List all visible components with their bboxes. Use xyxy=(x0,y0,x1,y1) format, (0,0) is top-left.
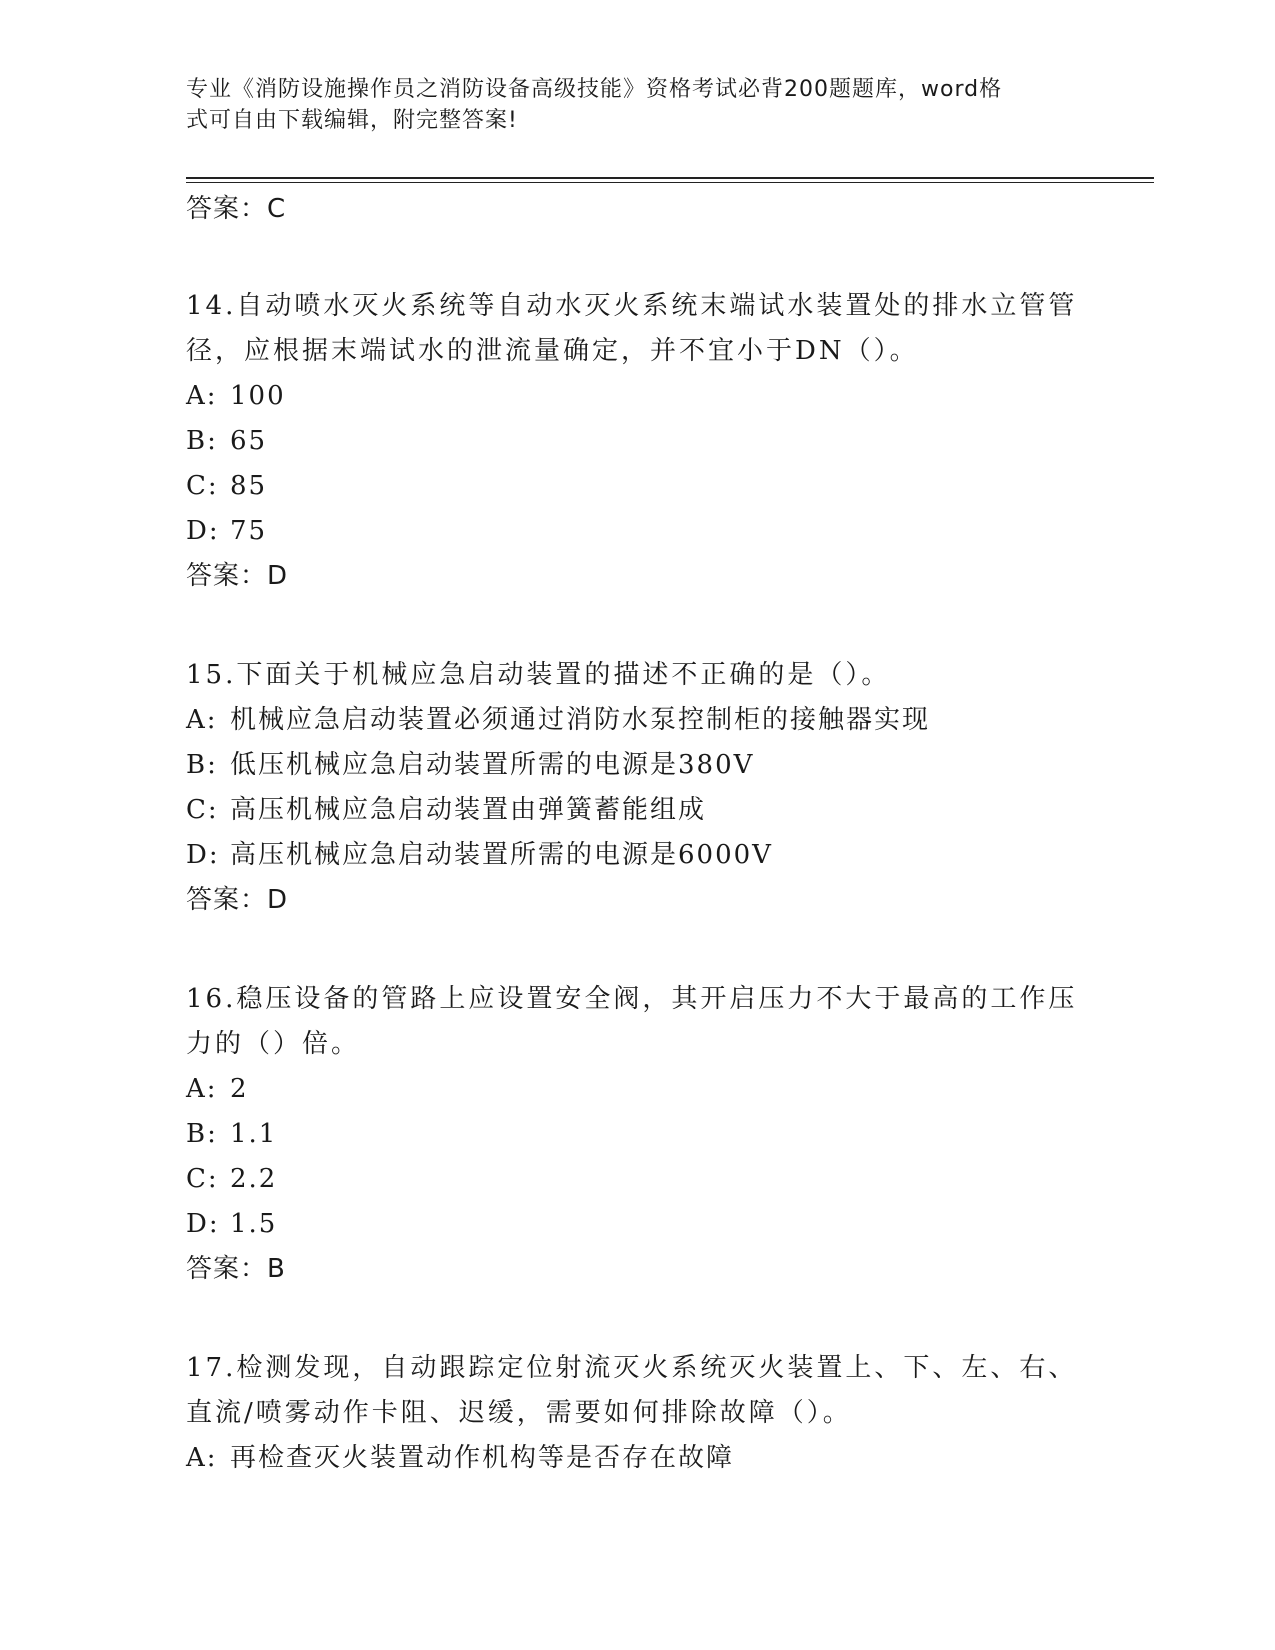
option-d xyxy=(186,833,1086,878)
option-text: 2.2 xyxy=(230,1164,278,1194)
option-c xyxy=(186,464,1086,509)
option-letter: D: xyxy=(186,1209,220,1239)
question-block xyxy=(186,977,1086,1292)
question-block xyxy=(186,284,1086,599)
header-divider-thick xyxy=(186,177,1154,179)
option-d xyxy=(186,509,1086,554)
option-a xyxy=(186,1436,1086,1481)
spacer xyxy=(186,1292,1086,1346)
option-text: 再检查灭火装置动作机构等是否存在故障 xyxy=(230,1443,735,1473)
option-letter: A: xyxy=(186,705,218,735)
question-text: 14.自动喷水灭火系统等自动水灭火系统末端试水装置处的排水立管管径，应根据末端试水的泄流量确定，并不宜小于DN（）。 xyxy=(186,291,1078,366)
option-text: 机械应急启动装置必须通过消防水泵控制柜的接触器实现 xyxy=(230,705,931,735)
option-text: 2 xyxy=(230,1074,249,1104)
header-divider-thin xyxy=(186,182,1154,183)
option-letter: B: xyxy=(186,426,218,456)
option-a xyxy=(186,374,1086,419)
option-a xyxy=(186,1067,1086,1112)
option-letter: C: xyxy=(186,1164,219,1194)
option-text: 1.5 xyxy=(230,1209,278,1239)
option-text: 高压机械应急启动装置所需的电源是6000V xyxy=(230,840,773,870)
option-text: 高压机械应急启动装置由弹簧蓄能组成 xyxy=(230,795,707,825)
option-letter: A: xyxy=(186,1074,218,1104)
option-text: 1.1 xyxy=(230,1119,278,1149)
option-letter: A: xyxy=(186,381,218,411)
document-header xyxy=(186,74,1086,136)
answer-line: 答案：B xyxy=(186,1254,286,1284)
option-text: 65 xyxy=(230,426,268,456)
option-a xyxy=(186,698,1086,743)
option-text: 75 xyxy=(230,516,268,546)
spacer xyxy=(186,599,1086,653)
option-b xyxy=(186,419,1086,464)
option-letter: B: xyxy=(186,750,218,780)
question-block xyxy=(186,1346,1086,1481)
option-text: 85 xyxy=(230,471,268,501)
question-list xyxy=(186,192,1086,1481)
option-b xyxy=(186,743,1086,788)
header-line-2: 式可自由下载编辑，附完整答案! xyxy=(186,108,518,133)
answer-line: 答案：D xyxy=(186,885,289,915)
previous-answer: 答案：C xyxy=(186,194,287,224)
spacer xyxy=(186,923,1086,977)
option-text: 低压机械应急启动装置所需的电源是380V xyxy=(230,750,755,780)
question-block xyxy=(186,653,1086,923)
option-letter: A: xyxy=(186,1443,218,1473)
option-c xyxy=(186,788,1086,833)
answer-line: 答案：D xyxy=(186,561,289,591)
question-text: 15.下面关于机械应急启动装置的描述不正确的是（）。 xyxy=(186,660,891,690)
question-text: 16.稳压设备的管路上应设置安全阀，其开启压力不大于最高的工作压力的（）倍。 xyxy=(186,984,1078,1059)
option-c xyxy=(186,1157,1086,1202)
option-b xyxy=(186,1112,1086,1157)
option-d xyxy=(186,1202,1086,1247)
question-text: 17.检测发现，自动跟踪定位射流灭火系统灭火装置上、下、左、右、直流/喷雾动作卡阻、迟缓，需要如何排除故障（）。 xyxy=(186,1353,1078,1428)
option-text: 100 xyxy=(230,381,286,411)
option-letter: B: xyxy=(186,1119,218,1149)
option-letter: D: xyxy=(186,516,220,546)
option-letter: D: xyxy=(186,840,220,870)
spacer xyxy=(186,230,1086,284)
option-letter: C: xyxy=(186,795,219,825)
option-letter: C: xyxy=(186,471,219,501)
header-line-1: 专业《消防设施操作员之消防设备高级技能》资格考试必背200题题库，word格 xyxy=(186,77,1003,102)
